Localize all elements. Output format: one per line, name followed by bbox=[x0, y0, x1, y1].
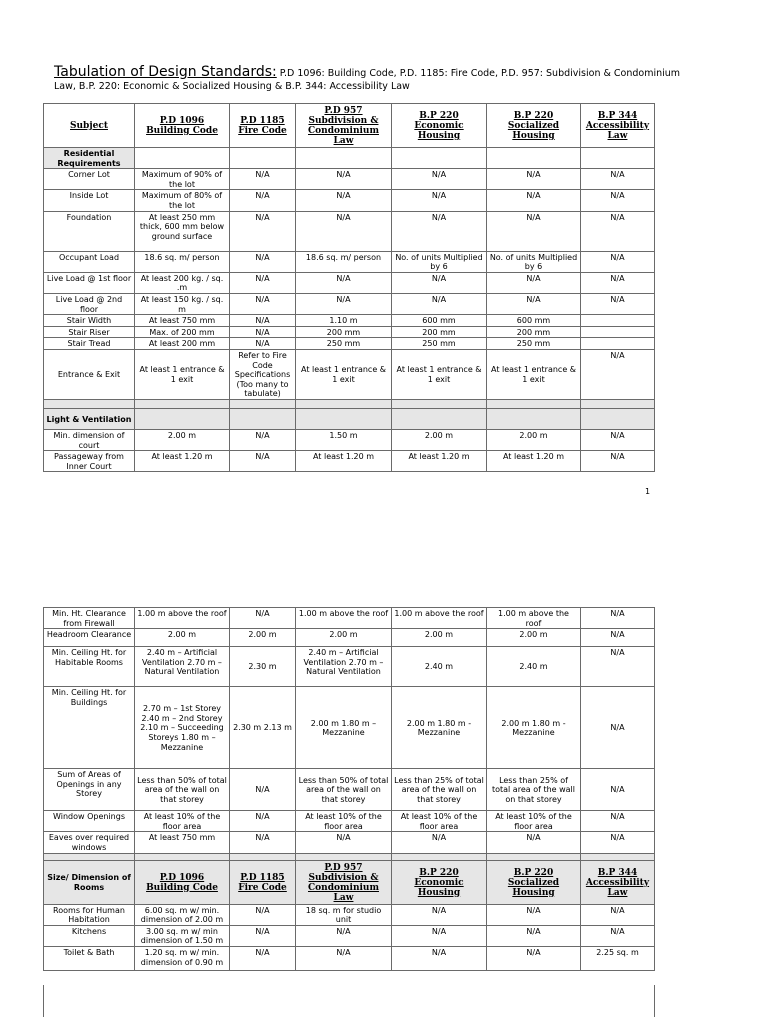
table-cell: N/A bbox=[581, 925, 655, 946]
table-cell: At least 750 mm bbox=[135, 315, 230, 327]
row-subject-cell: Min. Ht. Clearance from Firewall bbox=[44, 608, 135, 629]
table-cell: 2.25 sq. m bbox=[581, 946, 655, 970]
table-cell: 1.00 m above the roof bbox=[135, 608, 230, 629]
table-cell: N/A bbox=[581, 251, 655, 272]
row-subject-cell: Live Load @ 1st floor bbox=[44, 272, 135, 293]
table-cell: N/A bbox=[230, 169, 296, 190]
table-cell: N/A bbox=[581, 169, 655, 190]
table-row bbox=[44, 608, 655, 629]
table-edge-right bbox=[654, 985, 655, 1017]
header-bp220-economic: B.P 220 Economic Housing bbox=[392, 860, 487, 904]
table-cell: N/A bbox=[487, 946, 581, 970]
table-cell: N/A bbox=[581, 608, 655, 629]
table-cell: N/A bbox=[487, 272, 581, 293]
table-cell: N/A bbox=[581, 904, 655, 925]
table-cell: 2.00 m 1.80 m – Mezzanine bbox=[296, 687, 392, 769]
table-cell: N/A bbox=[230, 769, 296, 811]
table-cell: At least 1 entrance & 1 exit bbox=[392, 349, 487, 399]
table-cell: 600 mm bbox=[392, 315, 487, 327]
table-row bbox=[44, 811, 655, 832]
row-subject-cell: Min. Ceiling Ht. for Habitable Rooms bbox=[44, 647, 135, 687]
table-cell: Refer to Fire Code Specifications (Too many to tabulate) bbox=[230, 349, 296, 399]
table-cell: 250 mm bbox=[296, 338, 392, 350]
table-cell: N/A bbox=[581, 687, 655, 769]
table-cell: N/A bbox=[230, 811, 296, 832]
table-cell: N/A bbox=[392, 946, 487, 970]
table-cell: N/A bbox=[392, 293, 487, 314]
row-subject-cell: Headroom Clearance bbox=[44, 629, 135, 647]
table-cell: Maximum of 90% of the lot bbox=[135, 169, 230, 190]
table-cell: At least 10% of the floor area bbox=[135, 811, 230, 832]
header-bp344: B.P 344 Accessibility Law bbox=[581, 104, 655, 148]
table-cell: N/A bbox=[581, 211, 655, 251]
table-cell: N/A bbox=[296, 832, 392, 853]
table-cell: At least 1 entrance & 1 exit bbox=[135, 349, 230, 399]
table-row bbox=[44, 429, 655, 450]
table-edge-left bbox=[43, 985, 44, 1017]
table-cell: 1.50 m bbox=[296, 429, 392, 450]
table-cell: N/A bbox=[296, 925, 392, 946]
table-cell: N/A bbox=[230, 946, 296, 970]
table-cell: 18.6 sq. m/ person bbox=[296, 251, 392, 272]
table-row bbox=[44, 315, 655, 327]
table-cell: At least 200 mm bbox=[135, 338, 230, 350]
table-cell: 2.40 m – Artificial Ventilation 2.70 m – Natural Ventilation bbox=[135, 647, 230, 687]
table-cell: At least 10% of the floor area bbox=[392, 811, 487, 832]
table-cell: 1.00 m above the roof bbox=[487, 608, 581, 629]
header-pd957: P.D 957 Subdivision & Condominium Law bbox=[296, 860, 392, 904]
table-cell: N/A bbox=[581, 451, 655, 472]
table-row bbox=[44, 925, 655, 946]
table-cell: 250 mm bbox=[487, 338, 581, 350]
table-cell: At least 1 entrance & 1 exit bbox=[296, 349, 392, 399]
table-cell: At least 1.20 m bbox=[487, 451, 581, 472]
table-cell: 2.40 m bbox=[392, 647, 487, 687]
table-cell: Less than 25% of total area of the wall on that storey bbox=[392, 769, 487, 811]
table-cell: No. of units Multiplied by 6 bbox=[487, 251, 581, 272]
spacer-row bbox=[44, 853, 655, 860]
table-cell: 1.00 m above the roof bbox=[296, 608, 392, 629]
row-subject-cell: Stair Width bbox=[44, 315, 135, 327]
document-title bbox=[54, 66, 694, 93]
table-cell: 2.00 m 1.80 m - Mezzanine bbox=[392, 687, 487, 769]
header-pd957: P.D 957 Subdivision & Condominium Law bbox=[296, 104, 392, 148]
table-cell: N/A bbox=[392, 211, 487, 251]
row-subject-cell: Sum of Areas of Openings in any Storey bbox=[44, 769, 135, 811]
header-pd1096: P.D 1096 Building Code bbox=[135, 104, 230, 148]
row-subject-cell: Min. dimension of court bbox=[44, 429, 135, 450]
row-subject-cell: Corner Lot bbox=[44, 169, 135, 190]
table-cell: N/A bbox=[230, 925, 296, 946]
table-cell: N/A bbox=[392, 832, 487, 853]
row-subject-cell: Window Openings bbox=[44, 811, 135, 832]
header-pd1185: P.D 1185 Fire Code bbox=[230, 104, 296, 148]
table-cell: N/A bbox=[487, 190, 581, 211]
table-cell: N/A bbox=[581, 629, 655, 647]
table-row bbox=[44, 769, 655, 811]
table-cell: N/A bbox=[581, 272, 655, 293]
table-cell: N/A bbox=[581, 429, 655, 450]
table-cell: N/A bbox=[296, 190, 392, 211]
table-cell: 600 mm bbox=[487, 315, 581, 327]
section-row-residential bbox=[44, 148, 655, 169]
table-cell bbox=[581, 338, 655, 350]
table-cell: 2.40 m bbox=[487, 647, 581, 687]
table-row bbox=[44, 338, 655, 350]
table-cell: 250 mm bbox=[392, 338, 487, 350]
table-cell: N/A bbox=[296, 946, 392, 970]
table-cell: N/A bbox=[296, 211, 392, 251]
title-subtitle: P.D 1096: Building Code, P.D. 1185: Fire Code, P.D. 957: Subdivision & Condominium Law, B.P. 220: Economic & Socialized Housing & B.P. 344: Accessibility Law bbox=[54, 68, 681, 92]
table-row bbox=[44, 904, 655, 925]
table-cell: At least 1.20 m bbox=[135, 451, 230, 472]
spacer-row bbox=[44, 399, 655, 408]
row-subject-cell: Inside Lot bbox=[44, 190, 135, 211]
table-cell: N/A bbox=[230, 272, 296, 293]
table-cell: Less than 25% of total area of the wall on that storey bbox=[487, 769, 581, 811]
header-size-dimension: Size/ Dimension of Rooms bbox=[44, 860, 135, 904]
table-cell: At least 1 entrance & 1 exit bbox=[487, 349, 581, 399]
section-row-light bbox=[44, 408, 655, 429]
header-subject: Subject bbox=[44, 104, 135, 148]
table-cell: 18 sq. m for studio unit bbox=[296, 904, 392, 925]
table-cell: 1.00 m above the roof bbox=[392, 608, 487, 629]
table-cell: N/A bbox=[581, 647, 655, 687]
table-cell: 1.20 sq. m w/ min. dimension of 0.90 m bbox=[135, 946, 230, 970]
table-cell: Less than 50% of total area of the wall on that storey bbox=[296, 769, 392, 811]
table-cell: N/A bbox=[392, 169, 487, 190]
table-cell: At least 1.20 m bbox=[296, 451, 392, 472]
table-cell: At least 200 kg. / sq. .m bbox=[135, 272, 230, 293]
table-cell: N/A bbox=[230, 211, 296, 251]
table-cell: 2.00 m bbox=[135, 429, 230, 450]
table-cell: 200 mm bbox=[392, 326, 487, 338]
table-cell: N/A bbox=[230, 326, 296, 338]
header-bp344: B.P 344 Accessibility Law bbox=[581, 860, 655, 904]
table-row bbox=[44, 190, 655, 211]
table-cell: N/A bbox=[487, 925, 581, 946]
table-cell: N/A bbox=[581, 190, 655, 211]
table-row bbox=[44, 647, 655, 687]
table-cell: 2.00 m bbox=[230, 629, 296, 647]
table-cell: 6.00 sq. m w/ min. dimension of 2.00 m bbox=[135, 904, 230, 925]
table-cell: Max. of 200 mm bbox=[135, 326, 230, 338]
table-cell: N/A bbox=[230, 832, 296, 853]
table-row bbox=[44, 211, 655, 251]
table-cell: N/A bbox=[392, 190, 487, 211]
row-subject-cell: Live Load @ 2nd floor bbox=[44, 293, 135, 314]
table-cell: 2.00 m bbox=[296, 629, 392, 647]
table-cell: 2.00 m bbox=[487, 629, 581, 647]
table-cell: 2.00 m bbox=[487, 429, 581, 450]
row-subject-cell: Min. Ceiling Ht. for Buildings bbox=[44, 687, 135, 769]
section-light-ventilation: Light & Ventilation bbox=[44, 408, 135, 429]
row-subject-cell: Stair Riser bbox=[44, 326, 135, 338]
table-cell: N/A bbox=[230, 251, 296, 272]
table-cell: Maximum of 80% of the lot bbox=[135, 190, 230, 211]
table-cell: Less than 50% of total area of the wall on that storey bbox=[135, 769, 230, 811]
row-subject-cell: Stair Tread bbox=[44, 338, 135, 350]
table-header-row bbox=[44, 104, 655, 148]
table-cell: N/A bbox=[230, 315, 296, 327]
table-cell: N/A bbox=[230, 451, 296, 472]
table-header-row-2 bbox=[44, 860, 655, 904]
table-cell: No. of units Multiplied by 6 bbox=[392, 251, 487, 272]
row-subject-cell: Foundation bbox=[44, 211, 135, 251]
table-cell: N/A bbox=[487, 211, 581, 251]
table-row bbox=[44, 272, 655, 293]
table-cell: 2.30 m bbox=[230, 647, 296, 687]
table-cell: N/A bbox=[296, 293, 392, 314]
table-cell: At least 10% of the floor area bbox=[296, 811, 392, 832]
table-cell: At least 250 mm thick, 600 mm below ground surface bbox=[135, 211, 230, 251]
table-cell: N/A bbox=[230, 338, 296, 350]
table-cell: N/A bbox=[230, 429, 296, 450]
row-subject-cell: Eaves over required windows bbox=[44, 832, 135, 853]
table-cell: 200 mm bbox=[487, 326, 581, 338]
row-subject-cell: Entrance & Exit bbox=[44, 349, 135, 399]
title-main: Tabulation of Design Standards: bbox=[54, 64, 277, 80]
header-bp220-socialized: B.P 220 Socialized Housing bbox=[487, 860, 581, 904]
table-cell: N/A bbox=[581, 349, 655, 399]
design-standards-table-page2 bbox=[43, 607, 655, 971]
table-cell: 200 mm bbox=[296, 326, 392, 338]
table-row bbox=[44, 251, 655, 272]
table-row bbox=[44, 629, 655, 647]
table-cell: 2.00 m 1.80 m - Mezzanine bbox=[487, 687, 581, 769]
table-row bbox=[44, 169, 655, 190]
table-cell: N/A bbox=[487, 293, 581, 314]
table-row bbox=[44, 349, 655, 399]
header-bp220-socialized: B.P 220 Socialized Housing bbox=[487, 104, 581, 148]
table-cell bbox=[581, 315, 655, 327]
table-cell: 2.40 m – Artificial Ventilation 2.70 m – Natural Ventilation bbox=[296, 647, 392, 687]
table-cell: N/A bbox=[487, 832, 581, 853]
table-row bbox=[44, 326, 655, 338]
table-cell: N/A bbox=[487, 169, 581, 190]
table-cell bbox=[581, 326, 655, 338]
table-row bbox=[44, 832, 655, 853]
table-cell: N/A bbox=[581, 769, 655, 811]
table-cell: At least 10% of the floor area bbox=[487, 811, 581, 832]
table-cell: 1.10 m bbox=[296, 315, 392, 327]
row-subject-cell: Rooms for Human Habitation bbox=[44, 904, 135, 925]
header-bp220-economic: B.P 220 Economic Housing bbox=[392, 104, 487, 148]
row-subject-cell: Passageway from Inner Court bbox=[44, 451, 135, 472]
table-cell: N/A bbox=[296, 169, 392, 190]
table-cell: 2.00 m bbox=[392, 629, 487, 647]
table-row bbox=[44, 687, 655, 769]
table-cell: N/A bbox=[230, 190, 296, 211]
table-cell: N/A bbox=[581, 293, 655, 314]
table-cell: N/A bbox=[487, 904, 581, 925]
table-cell: At least 150 kg. / sq. m bbox=[135, 293, 230, 314]
table-cell: 2.70 m – 1st Storey 2.40 m – 2nd Storey 2.10 m – Succeeding Storeys 1.80 m – Mezzanine bbox=[135, 687, 230, 769]
page-number: 1 bbox=[645, 487, 651, 496]
table-cell: N/A bbox=[581, 811, 655, 832]
table-cell: N/A bbox=[392, 272, 487, 293]
table-cell: 2.30 m 2.13 m bbox=[230, 687, 296, 769]
table-cell: N/A bbox=[392, 925, 487, 946]
table-cell: N/A bbox=[581, 832, 655, 853]
table-cell: N/A bbox=[230, 904, 296, 925]
table-cell: At least 1.20 m bbox=[392, 451, 487, 472]
table-cell: 3.00 sq. m w/ min dimension of 1.50 m bbox=[135, 925, 230, 946]
section-residential: Residential Requirements bbox=[44, 148, 135, 169]
header-pd1185: P.D 1185 Fire Code bbox=[230, 860, 296, 904]
table-row bbox=[44, 451, 655, 472]
row-subject-cell: Toilet & Bath bbox=[44, 946, 135, 970]
table-cell: At least 750 mm bbox=[135, 832, 230, 853]
header-pd1096: P.D 1096 Building Code bbox=[135, 860, 230, 904]
design-standards-table-page1 bbox=[43, 103, 655, 472]
table-cell: N/A bbox=[392, 904, 487, 925]
table-cell: 2.00 m bbox=[135, 629, 230, 647]
row-subject-cell: Kitchens bbox=[44, 925, 135, 946]
table-row bbox=[44, 946, 655, 970]
table-row bbox=[44, 293, 655, 314]
row-subject-cell: Occupant Load bbox=[44, 251, 135, 272]
table-cell: N/A bbox=[230, 608, 296, 629]
table-cell: N/A bbox=[230, 293, 296, 314]
table-cell: N/A bbox=[296, 272, 392, 293]
table-cell: 2.00 m bbox=[392, 429, 487, 450]
table-cell: 18.6 sq. m/ person bbox=[135, 251, 230, 272]
